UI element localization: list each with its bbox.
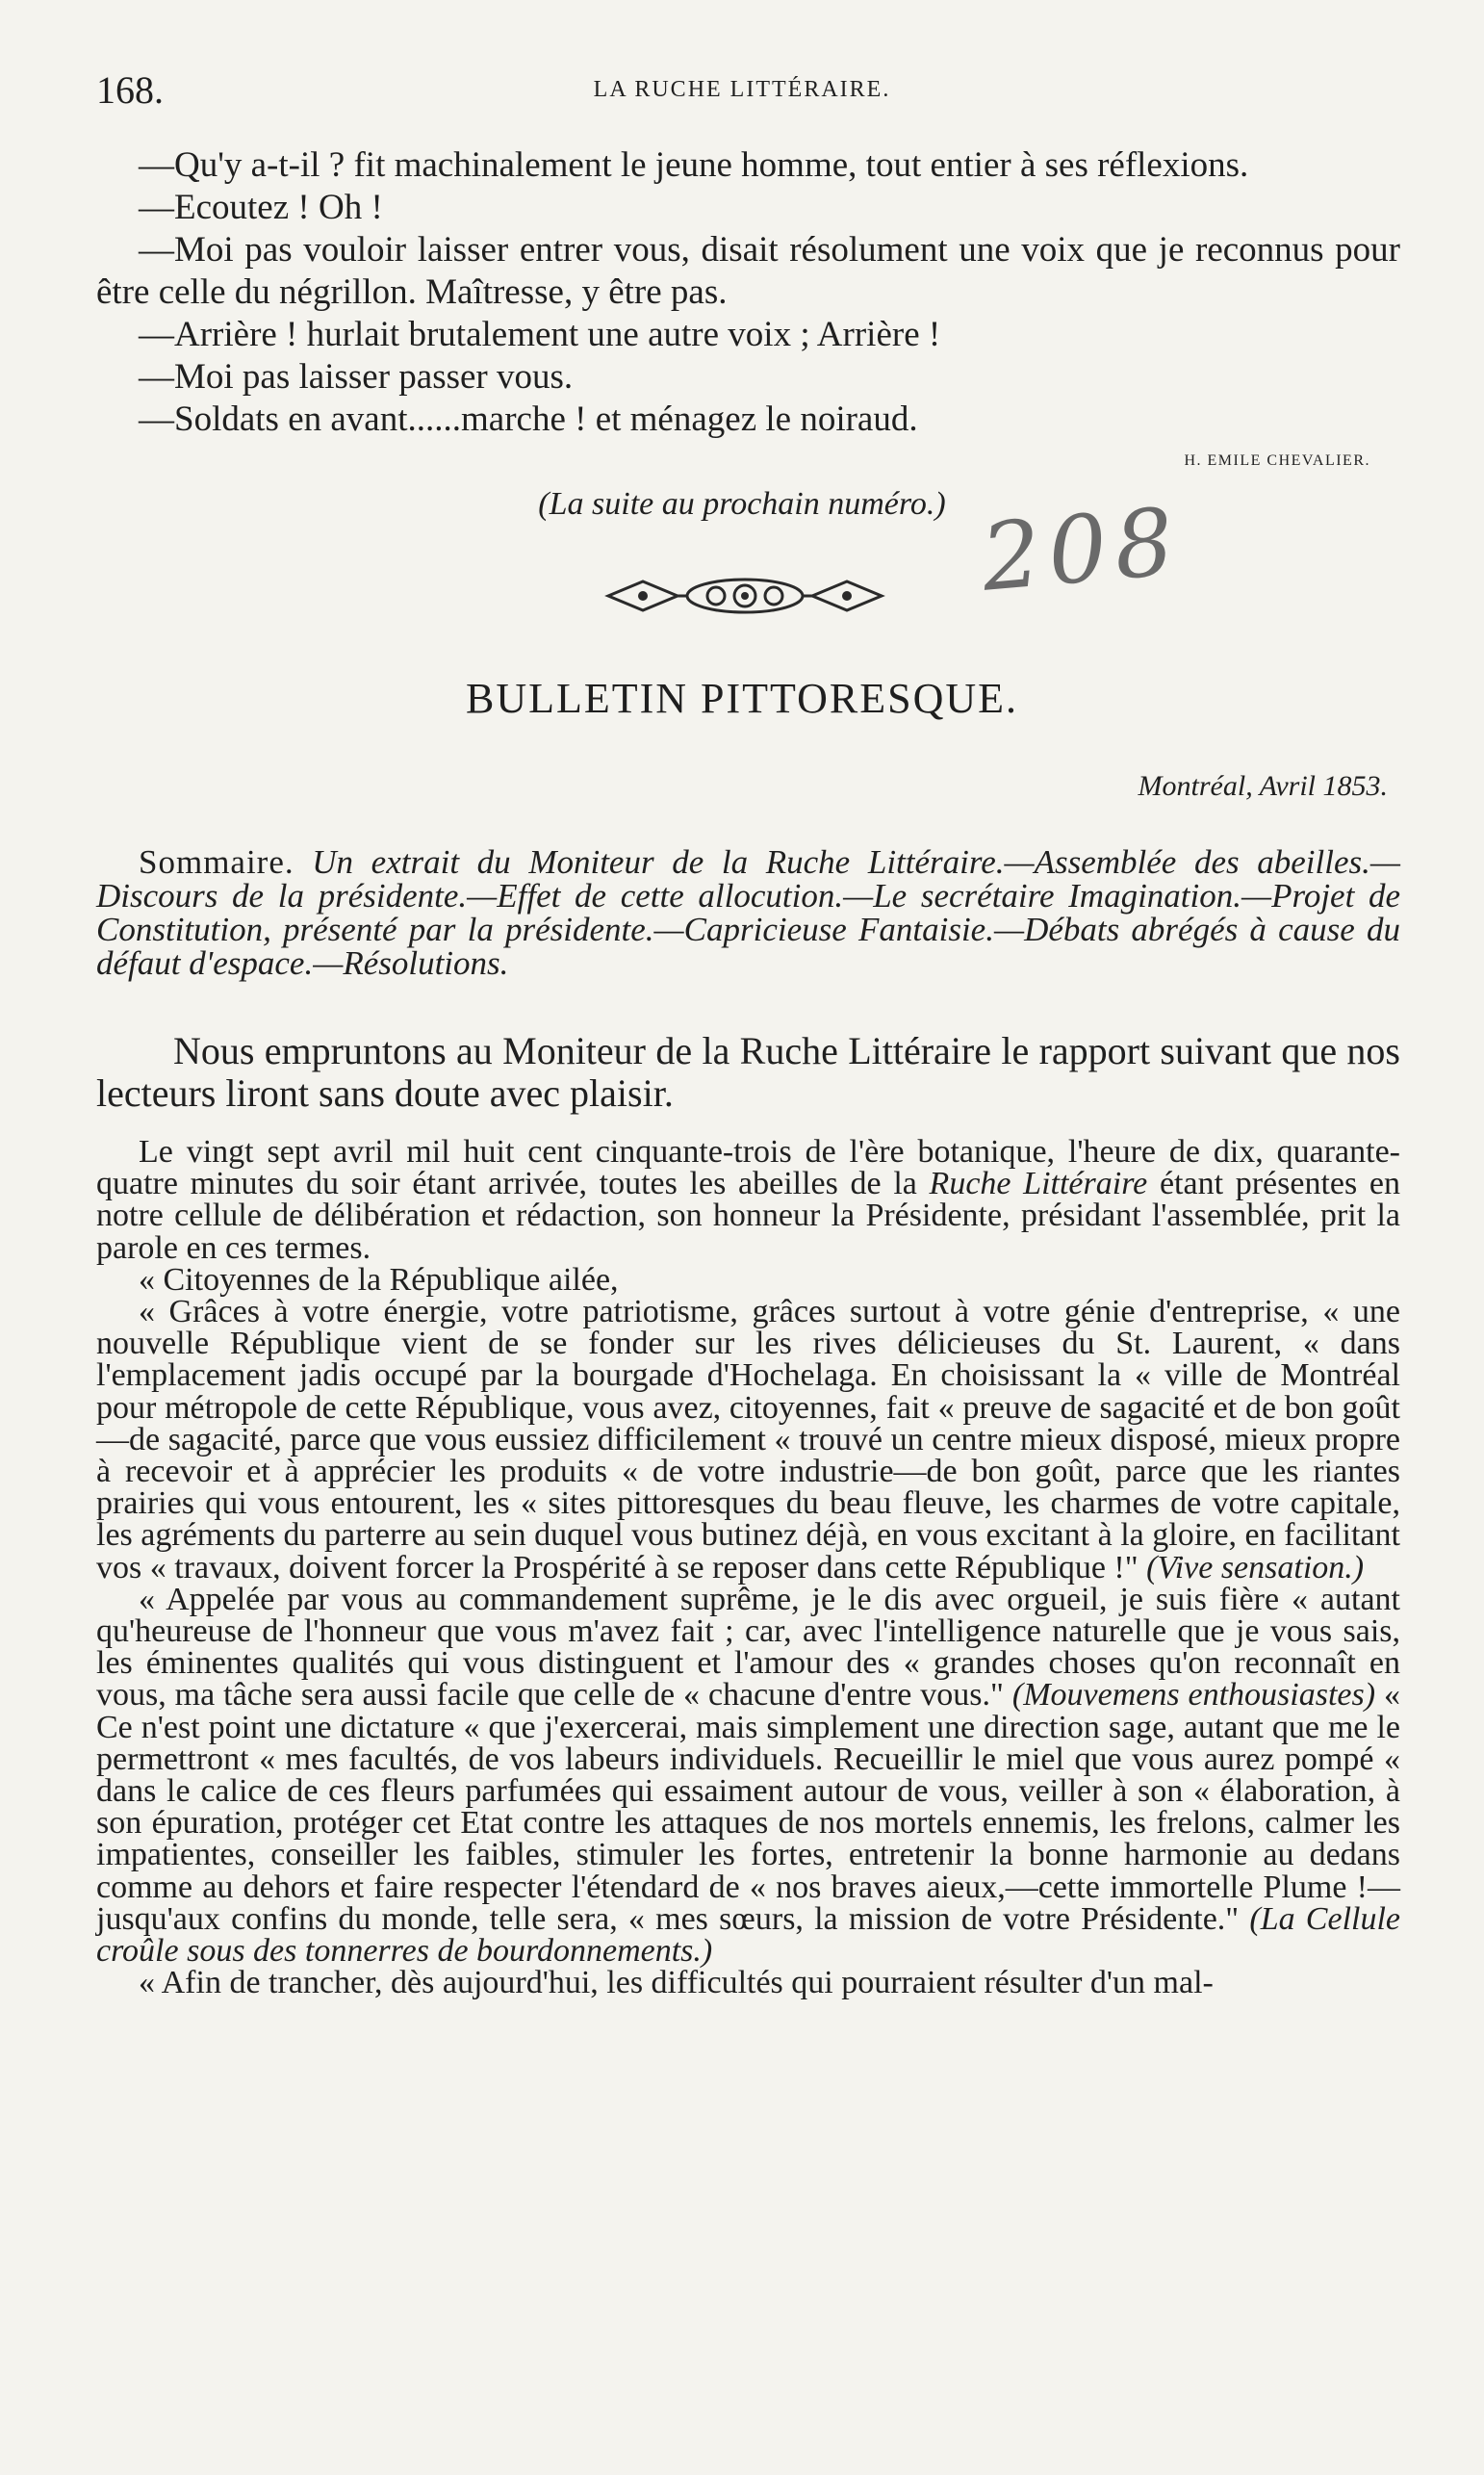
intro-paragraph: Nous empruntons au Moniteur de la Ruche Littéraire le rapport suivant que nos lecteurs liront sans doute avec plaisir. <box>96 1029 1400 1115</box>
paragraph <box>96 1296 1400 1584</box>
dialogue-line: —Moi pas vouloir laisser entrer vous, disait résolument une voix que je reconnus pour être celle du négrillon. Maîtresse, y être pas. <box>96 230 1400 312</box>
section-title: BULLETIN PITTORESQUE. <box>465 675 1019 722</box>
handwritten-number: 208 <box>977 487 1186 612</box>
text-run: Le vingt sept avril mil huit cent cinquante-trois de l'ère botanique, l'heure de dix, quarante-quatre minutes du soir étant arrivée, toutes les abeilles de la <box>96 1134 1400 1202</box>
ornament-divider-icon <box>604 574 885 618</box>
paragraph: « Afin de trancher, dès aujourd'hui, les difficultés qui pourraient résulter d'un mal- <box>139 1965 1214 2001</box>
page-number: 168. <box>96 68 164 112</box>
italic-text: (Mouvemens enthousiastes) <box>1011 1677 1376 1714</box>
italic-text: (La Cellule croûle sous des tonnerres de bourdonnements.) <box>96 1900 1400 1970</box>
text-run: « Grâces à votre énergie, votre patriotisme, grâces surtout à votre génie d'entreprise, « une nouvelle République vient de se fonder sur les rives délicieuses du St. Laurent, « dans l'emplacement jadis occupé par la bourgade d'Hochelaga. En choisissant la « ville de Montréal pour métropole de cette République, vous avez, citoyennes, fait « preuve de sagacité et de bon goût—de sagacité, parce que vous eussiez difficilement « trouvé un centre mieux disposé, mieux propre à recevoir et à apprécier les produits « de votre industrie—de bon goût, parce que les riantes prairies qui vous entourent, les « sites pittoresques du beau fleuve, les charmes de votre capitale, les agréments du parterre au sein duquel vous butinez déjà, en vous excitant à la gloire, en facilitant vos « travaux, doivent forcer la Prospérité à se reposer dans cette République !" <box>96 1294 1400 1586</box>
text-run: « Ce n'est point une dictature « que j'exercerai, mais simplement une direction sage, autant que me le permettront « mes facultés, de vos labeurs individuels. Recueillir le miel que vous aurez pompé « dans le calice de ces fleurs parfumées qui essaiment autour de vous, veiller à son « élaboration, à son épuration, protéger cet Etat contre les attaques de nos mortels ennemis, les frelons, calmer les impatientes, conseiller les faibles, stimuler les fortes, entretenir la bonne harmonie au dedans comme au dehors et faire respecter l'étendard de « nos braves aieux,—cette immortelle Plume !—jusqu'aux confins du monde, telle sera, « mes sœurs, la mission de votre Présidente." <box>96 1677 1401 1937</box>
italic-text: (Vive sensation.) <box>1146 1549 1365 1586</box>
dialogue-line: —Arrière ! hurlait brutalement une autre voix ; Arrière ! <box>139 315 941 354</box>
paragraph <box>96 1581 1401 1970</box>
paragraph: « Citoyennes de la République ailée, <box>139 1261 619 1298</box>
dialogue-block <box>96 144 1400 441</box>
dialogue-line: —Soldats en avant......marche ! et ménagez le noiraud. <box>139 400 918 439</box>
summary-label: Sommaire. <box>139 843 294 881</box>
paragraph <box>96 1136 1400 1264</box>
article-body <box>96 1134 1401 2001</box>
author-signature: H. EMILE CHEVALIER. <box>1184 452 1370 469</box>
dialogue-line: —Qu'y a-t-il ? fit machinalement le jeune homme, tout entier à ses réflexions. <box>139 145 1249 185</box>
summary <box>96 845 1400 980</box>
running-head: LA RUCHE LITTÉRAIRE. <box>593 77 891 102</box>
italic-text: Ruche Littéraire <box>929 1166 1148 1202</box>
dateline: Montréal, Avril 1853. <box>1138 770 1388 802</box>
continuation-note: (La suite au prochain numéro.) <box>538 486 946 522</box>
text-run: « Appelée par vous au commandement suprême, je le dis avec orgueil, je suis fière « autant qu'heureuse de l'honneur que vous m'avez fait ; car, avec l'intelligence naturelle que je vous sais, les éminentes qualités qui vous distinguent et l'amour des « grandes choses qu'on reconnaît en vous, ma tâche sera aussi facile que celle de « chacune d'entre vous." <box>96 1581 1400 1714</box>
dialogue-line: —Ecoutez ! Oh ! <box>139 188 383 227</box>
text-run: étant présentes en notre cellule de délibération et rédaction, son honneur la Présidente, présidant l'assemblée, prit la parole en ces termes. <box>96 1166 1400 1266</box>
dialogue-line: —Moi pas laisser passer vous. <box>139 357 574 397</box>
page-header <box>96 67 1388 116</box>
summary-text: Un extrait du Moniteur de la Ruche Littéraire.—Assemblée des abeilles.—Discours de la présidente.—Effet de cette allocution.—Le secrétaire Imagination.—Projet de Constitution, présenté par la présidente.—Capricieuse Fantaisie.—Débats abrégés à cause du défaut d'espace.—Résolutions. <box>96 843 1400 982</box>
